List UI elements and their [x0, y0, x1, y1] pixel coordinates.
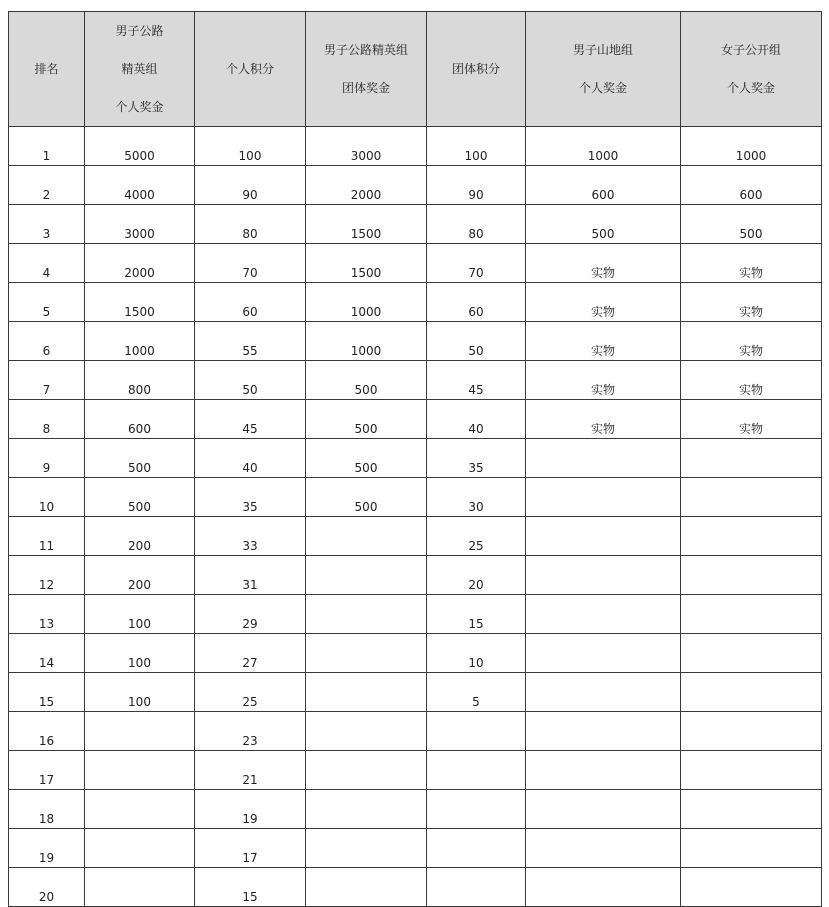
team-points-cell: 90 — [427, 166, 526, 205]
men-road-elite-team-prize-cell: 1000 — [306, 322, 427, 361]
men-road-elite-team-prize-cell — [306, 829, 427, 868]
women-open-individual-prize-cell — [681, 517, 822, 556]
rank-cell: 19 — [9, 829, 85, 868]
team-points-cell: 20 — [427, 556, 526, 595]
men-road-elite-individual-prize-cell — [85, 829, 195, 868]
men-road-elite-individual-prize-cell: 1000 — [85, 322, 195, 361]
table-row — [9, 556, 822, 595]
men-road-elite-team-prize-cell — [306, 517, 427, 556]
header-team-points — [427, 12, 526, 127]
men-mountain-individual-prize-cell: 500 — [526, 205, 681, 244]
women-open-individual-prize-cell: 500 — [681, 205, 822, 244]
prize-table — [8, 11, 822, 907]
men-mountain-individual-prize-cell — [526, 556, 681, 595]
header-men-road-elite-individual-prize — [85, 12, 195, 127]
men-mountain-individual-prize-cell: 实物 — [526, 244, 681, 283]
men-road-elite-individual-prize-cell: 100 — [85, 595, 195, 634]
team-points-cell: 25 — [427, 517, 526, 556]
team-points-cell — [427, 868, 526, 907]
men-road-elite-individual-prize-cell: 600 — [85, 400, 195, 439]
header-men-road-elite-team-prize — [306, 12, 427, 127]
header-line: 男子山地组 — [572, 43, 633, 57]
table-row — [9, 361, 822, 400]
individual-points-cell: 15 — [195, 868, 306, 907]
header-line: 男子公路精英组 — [323, 43, 408, 57]
men-mountain-individual-prize-cell — [526, 868, 681, 907]
women-open-individual-prize-cell: 实物 — [681, 244, 822, 283]
men-road-elite-team-prize-cell — [306, 595, 427, 634]
men-mountain-individual-prize-cell — [526, 595, 681, 634]
men-road-elite-team-prize-cell — [306, 790, 427, 829]
men-road-elite-individual-prize-cell — [85, 790, 195, 829]
team-points-cell: 30 — [427, 478, 526, 517]
team-points-cell: 70 — [427, 244, 526, 283]
rank-cell: 1 — [9, 127, 85, 166]
header-line: 团体积分 — [451, 62, 500, 76]
individual-points-cell: 100 — [195, 127, 306, 166]
individual-points-cell: 40 — [195, 439, 306, 478]
men-road-elite-individual-prize-cell: 100 — [85, 673, 195, 712]
men-road-elite-individual-prize-cell: 800 — [85, 361, 195, 400]
men-road-elite-team-prize-cell: 2000 — [306, 166, 427, 205]
women-open-individual-prize-cell: 1000 — [681, 127, 822, 166]
team-points-cell: 100 — [427, 127, 526, 166]
men-mountain-individual-prize-cell: 600 — [526, 166, 681, 205]
rank-cell: 12 — [9, 556, 85, 595]
men-road-elite-team-prize-cell: 1500 — [306, 244, 427, 283]
individual-points-cell: 19 — [195, 790, 306, 829]
men-mountain-individual-prize-cell: 实物 — [526, 322, 681, 361]
team-points-cell: 10 — [427, 634, 526, 673]
men-road-elite-team-prize-cell — [306, 634, 427, 673]
women-open-individual-prize-cell — [681, 478, 822, 517]
men-mountain-individual-prize-cell — [526, 673, 681, 712]
header-line: 男子公路 — [115, 24, 164, 38]
men-road-elite-team-prize-cell — [306, 673, 427, 712]
header-line: 排名 — [34, 62, 59, 76]
table-row — [9, 478, 822, 517]
header-women-open-individual-prize — [681, 12, 822, 127]
men-road-elite-team-prize-cell: 500 — [306, 361, 427, 400]
table-row — [9, 790, 822, 829]
table-header — [9, 12, 822, 127]
individual-points-cell: 60 — [195, 283, 306, 322]
team-points-cell — [427, 790, 526, 829]
header-line: 个人积分 — [225, 62, 274, 76]
men-mountain-individual-prize-cell — [526, 829, 681, 868]
men-road-elite-team-prize-cell — [306, 868, 427, 907]
men-road-elite-team-prize-cell — [306, 556, 427, 595]
individual-points-cell: 35 — [195, 478, 306, 517]
men-mountain-individual-prize-cell — [526, 751, 681, 790]
men-mountain-individual-prize-cell — [526, 712, 681, 751]
header-rank — [9, 12, 85, 127]
header-individual-points — [195, 12, 306, 127]
individual-points-cell: 55 — [195, 322, 306, 361]
men-road-elite-team-prize-cell — [306, 751, 427, 790]
team-points-cell: 40 — [427, 400, 526, 439]
rank-cell: 8 — [9, 400, 85, 439]
rank-cell: 3 — [9, 205, 85, 244]
individual-points-cell: 50 — [195, 361, 306, 400]
team-points-cell: 45 — [427, 361, 526, 400]
individual-points-cell: 90 — [195, 166, 306, 205]
rank-cell: 15 — [9, 673, 85, 712]
individual-points-cell: 29 — [195, 595, 306, 634]
men-road-elite-individual-prize-cell: 200 — [85, 556, 195, 595]
header-line: 女子公开组 — [720, 43, 781, 57]
table-row — [9, 439, 822, 478]
header-row — [9, 12, 822, 127]
men-road-elite-team-prize-cell: 1000 — [306, 283, 427, 322]
rank-cell: 13 — [9, 595, 85, 634]
individual-points-cell: 70 — [195, 244, 306, 283]
table-row — [9, 205, 822, 244]
rank-cell: 17 — [9, 751, 85, 790]
table-row — [9, 166, 822, 205]
women-open-individual-prize-cell — [681, 634, 822, 673]
men-mountain-individual-prize-cell: 实物 — [526, 400, 681, 439]
men-road-elite-individual-prize-cell: 3000 — [85, 205, 195, 244]
men-road-elite-individual-prize-cell: 200 — [85, 517, 195, 556]
men-road-elite-team-prize-cell: 1500 — [306, 205, 427, 244]
table-row — [9, 751, 822, 790]
table-row — [9, 868, 822, 907]
men-road-elite-individual-prize-cell: 4000 — [85, 166, 195, 205]
rank-cell: 16 — [9, 712, 85, 751]
men-road-elite-individual-prize-cell: 1500 — [85, 283, 195, 322]
rank-cell: 5 — [9, 283, 85, 322]
table-row — [9, 634, 822, 673]
men-mountain-individual-prize-cell: 1000 — [526, 127, 681, 166]
women-open-individual-prize-cell — [681, 556, 822, 595]
men-road-elite-team-prize-cell: 3000 — [306, 127, 427, 166]
men-road-elite-team-prize-cell — [306, 712, 427, 751]
header-line: 个人奖金 — [726, 81, 775, 95]
men-road-elite-individual-prize-cell — [85, 868, 195, 907]
individual-points-cell: 33 — [195, 517, 306, 556]
women-open-individual-prize-cell: 600 — [681, 166, 822, 205]
rank-cell: 6 — [9, 322, 85, 361]
rank-cell: 14 — [9, 634, 85, 673]
table-row — [9, 322, 822, 361]
team-points-cell: 15 — [427, 595, 526, 634]
women-open-individual-prize-cell — [681, 751, 822, 790]
rank-cell: 9 — [9, 439, 85, 478]
women-open-individual-prize-cell — [681, 595, 822, 634]
men-road-elite-individual-prize-cell: 500 — [85, 439, 195, 478]
individual-points-cell: 31 — [195, 556, 306, 595]
men-mountain-individual-prize-cell — [526, 634, 681, 673]
team-points-cell: 50 — [427, 322, 526, 361]
team-points-cell — [427, 829, 526, 868]
men-mountain-individual-prize-cell: 实物 — [526, 283, 681, 322]
rank-cell: 20 — [9, 868, 85, 907]
team-points-cell — [427, 712, 526, 751]
men-road-elite-team-prize-cell: 500 — [306, 439, 427, 478]
women-open-individual-prize-cell — [681, 439, 822, 478]
men-road-elite-individual-prize-cell: 2000 — [85, 244, 195, 283]
individual-points-cell: 21 — [195, 751, 306, 790]
rank-cell: 2 — [9, 166, 85, 205]
header-line: 团体奖金 — [341, 81, 390, 95]
individual-points-cell: 23 — [195, 712, 306, 751]
women-open-individual-prize-cell — [681, 868, 822, 907]
women-open-individual-prize-cell: 实物 — [681, 400, 822, 439]
table-row — [9, 712, 822, 751]
team-points-cell: 80 — [427, 205, 526, 244]
table-row — [9, 400, 822, 439]
table-body — [9, 127, 822, 907]
men-mountain-individual-prize-cell — [526, 478, 681, 517]
table-row — [9, 283, 822, 322]
individual-points-cell: 25 — [195, 673, 306, 712]
men-mountain-individual-prize-cell — [526, 439, 681, 478]
women-open-individual-prize-cell: 实物 — [681, 322, 822, 361]
women-open-individual-prize-cell — [681, 790, 822, 829]
men-mountain-individual-prize-cell — [526, 517, 681, 556]
individual-points-cell: 45 — [195, 400, 306, 439]
men-mountain-individual-prize-cell: 实物 — [526, 361, 681, 400]
table-row — [9, 244, 822, 283]
men-road-elite-team-prize-cell: 500 — [306, 400, 427, 439]
rank-cell: 10 — [9, 478, 85, 517]
header-line: 个人奖金 — [115, 100, 164, 114]
rank-cell: 11 — [9, 517, 85, 556]
women-open-individual-prize-cell — [681, 829, 822, 868]
team-points-cell: 5 — [427, 673, 526, 712]
table-row — [9, 517, 822, 556]
table-row — [9, 595, 822, 634]
women-open-individual-prize-cell: 实物 — [681, 283, 822, 322]
header-line: 精英组 — [121, 62, 158, 76]
header-line: 个人奖金 — [578, 81, 627, 95]
team-points-cell — [427, 751, 526, 790]
women-open-individual-prize-cell: 实物 — [681, 361, 822, 400]
rank-cell: 18 — [9, 790, 85, 829]
team-points-cell: 60 — [427, 283, 526, 322]
individual-points-cell: 17 — [195, 829, 306, 868]
men-road-elite-individual-prize-cell — [85, 712, 195, 751]
men-road-elite-individual-prize-cell: 500 — [85, 478, 195, 517]
individual-points-cell: 80 — [195, 205, 306, 244]
men-road-elite-individual-prize-cell: 100 — [85, 634, 195, 673]
men-mountain-individual-prize-cell — [526, 790, 681, 829]
individual-points-cell: 27 — [195, 634, 306, 673]
women-open-individual-prize-cell — [681, 673, 822, 712]
men-road-elite-individual-prize-cell: 5000 — [85, 127, 195, 166]
table-row — [9, 829, 822, 868]
team-points-cell: 35 — [427, 439, 526, 478]
table-row — [9, 673, 822, 712]
rank-cell: 7 — [9, 361, 85, 400]
men-road-elite-team-prize-cell: 500 — [306, 478, 427, 517]
women-open-individual-prize-cell — [681, 712, 822, 751]
rank-cell: 4 — [9, 244, 85, 283]
table-row — [9, 127, 822, 166]
men-road-elite-individual-prize-cell — [85, 751, 195, 790]
header-men-mountain-individual-prize — [526, 12, 681, 127]
